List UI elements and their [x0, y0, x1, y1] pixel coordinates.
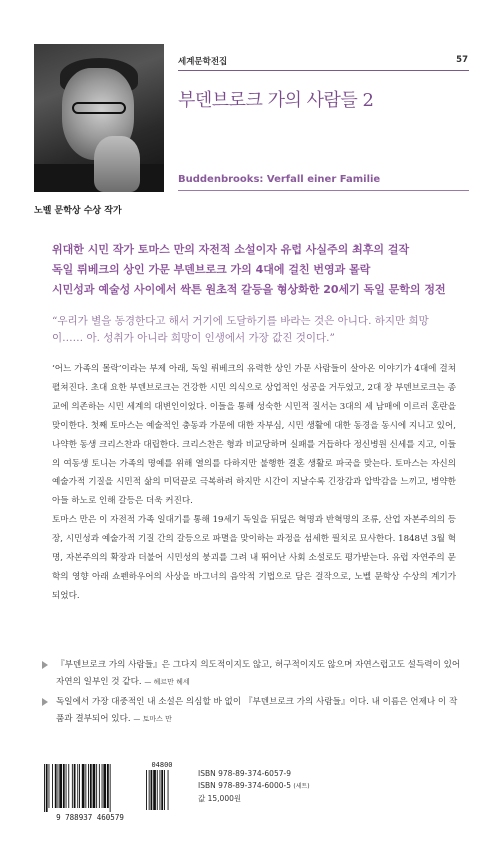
- subtitle-divider: [178, 190, 469, 191]
- series-number: 57: [456, 55, 468, 65]
- author-portrait: [34, 44, 164, 192]
- book-subtitle: Buddenbrooks: Verfall einer Familie: [178, 174, 381, 185]
- review-source: — 헤르만 헤세: [144, 678, 190, 686]
- author-caption: 노벨 문학상 수상 작가: [34, 206, 122, 216]
- series-divider: [178, 70, 469, 71]
- barcode-addon-bar: [157, 770, 158, 810]
- headline-block: [52, 240, 482, 300]
- barcode-bar: [77, 764, 78, 808]
- barcode-bar: [107, 764, 109, 808]
- price: 값 15,000원: [198, 794, 242, 803]
- barcode-addon-bar: [160, 770, 161, 810]
- isbn-line: ISBN 978-89-374-6057-9: [198, 769, 291, 778]
- barcode-bar: [93, 764, 96, 808]
- barcode-addon-number: 04800: [151, 761, 173, 769]
- barcode-bar: [52, 764, 53, 808]
- headline-line: 위대한 시민 작가 토마스 만의 자전적 소설이자 유럽 사실주의 최후의 걸작: [52, 243, 410, 256]
- series-name: 세계문학전집: [178, 57, 228, 67]
- barcode-bar: [99, 764, 100, 808]
- barcode-bar: [96, 764, 97, 808]
- review-item: [42, 694, 462, 728]
- reviews: [42, 657, 462, 731]
- portrait-glasses: [72, 102, 126, 114]
- triangle-bullet-icon: [42, 661, 48, 669]
- portrait-hand: [94, 136, 140, 192]
- synopsis: [52, 360, 456, 606]
- barcode-addon-bar: [153, 770, 156, 810]
- headline-line: 시민성과 예술성 사이에서 싹튼 원초적 갈등을 형상화한 20세기 독일 문학의 정전: [52, 283, 446, 296]
- headline-line: 독일 뤼베크의 상인 가문 부덴브로크 가의 4대에 걸친 번영과 몰락: [52, 263, 371, 276]
- barcode-bar: [63, 764, 65, 808]
- isbn-set-line: [198, 780, 310, 793]
- barcode-bar: [110, 764, 111, 812]
- barcode-bar: [103, 764, 106, 808]
- barcode-bar: [59, 764, 62, 808]
- review-item: [42, 657, 462, 691]
- synopsis-paragraph: 토마스 만은 이 자전적 가족 일대기를 통해 19세기 독일을 뒤덮은 혁명과 반혁명의 조류, 산업 자본주의의 등장, 시민성과 예술가적 기질 간의 갈등으로 파멸을 맞이하는 과정을 섬세한 필치로 묘사한다. 1848년 3월 혁명, 자본주의의 확장과 더불어 시민성의 붕괴를 그려 내 뛰어난 사회 소설로도 평가받는다. 유럽 자연주의 문학의 영향 아래 쇼펜하우어의 사상을 바그너의 음악적 기법으로 담은 걸작으로, 노벨 문학상 수상의 계기가 되었다.: [52, 515, 456, 601]
- barcode-bar: [82, 764, 85, 808]
- barcode-bar: [85, 764, 86, 808]
- barcode-bar: [49, 764, 50, 808]
- book-title: 부덴브로크 가의 사람들 2: [178, 90, 374, 111]
- barcode: [40, 760, 186, 822]
- barcode-bar: [46, 764, 48, 812]
- barcode-bar: [79, 764, 80, 808]
- barcode-bar: [68, 764, 69, 808]
- isbn-set-label: (세트): [293, 783, 310, 790]
- isbn-block: [198, 768, 310, 805]
- barcode-addon-bar: [149, 770, 150, 810]
- review-text: 『부덴브로크 가의 사람들』은 그다지 의도적이지도 않고, 허구적이지도 않으며 자연스럽고도 설득력이 있어 자연의 일부인 것 같다.: [56, 660, 461, 687]
- pull-quote: “우리가 별을 동경한다고 해서 거기에 도달하기를 바라는 것은 아니다. 하지만 희망이…… 아. 성취가 아니라 희망이 인생에서 가장 값진 것이다.”: [52, 315, 429, 344]
- barcode-addon-bar: [164, 770, 165, 810]
- barcode-bar: [90, 764, 92, 808]
- barcode-addon-bar: [151, 770, 153, 810]
- review-text: 독일에서 가장 대중적인 내 소설은 의심할 바 없이 『부덴브로크 가의 사람들』이다. 내 이름은 언제나 이 작품과 결부되어 있다.: [56, 697, 458, 724]
- triangle-bullet-icon: [42, 698, 48, 706]
- barcode-bar: [88, 764, 89, 808]
- barcode-bar: [72, 764, 73, 808]
- barcode-bar: [55, 764, 57, 808]
- barcode-bar: [66, 764, 67, 808]
- barcode-addon-bar: [168, 770, 169, 810]
- barcode-addon-bar: [146, 770, 147, 810]
- barcode-bar: [58, 764, 59, 808]
- series-header: [178, 55, 468, 67]
- barcode-bar: [44, 764, 45, 812]
- review-source: — 토마스 만: [133, 715, 172, 723]
- barcode-number: 9 788937 460579: [56, 813, 124, 822]
- barcode-addon-bar: [161, 770, 163, 810]
- synopsis-paragraph: ‘어느 가족의 몰락’이라는 부제 아래, 독일 뤼베크의 유력한 상인 가문 사람들이 살아온 이야기가 4대에 걸쳐 펼쳐진다. 초대 요한 부덴브로크는 건강한 시민 의식으로 상업적인 성공을 거두었고, 2대 장 부덴브로크는 종교에 의존하는 시민 세계의 대변인이었다. 이들을 통해 성숙한 시민적 질서는 3대의 세 남매에 이르러 혼란을 맞이한다. 첫째 토마스는 예술적인 충동과 가문에 대한 자부심, 시민 생활에 대한 동경을 동시에 지니고 있어, 나약한 동생 크리스찬과 대립한다. 크리스찬은 형과 비교당하며 실패를 거듭하다 정신병원 신세를 지고, 이들의 여동생 토니는 가족의 명예를 위해 열의를 다하지만 불행한 결혼 생활로 파국을 맞는다. 토마스는 자신의 예술가적 기질을 시민적 삶의 미덕끝로 극복하려 하지만 시간이 지날수록 긴장감과 압박감을 느끼고, 병약한 아들 하노로 인해 갈등은 더욱 커진다.: [52, 364, 456, 507]
- barcode-bar: [74, 764, 76, 808]
- isbn-line: ISBN 978-89-374-6000-5: [198, 781, 291, 790]
- barcode-bar: [102, 764, 103, 808]
